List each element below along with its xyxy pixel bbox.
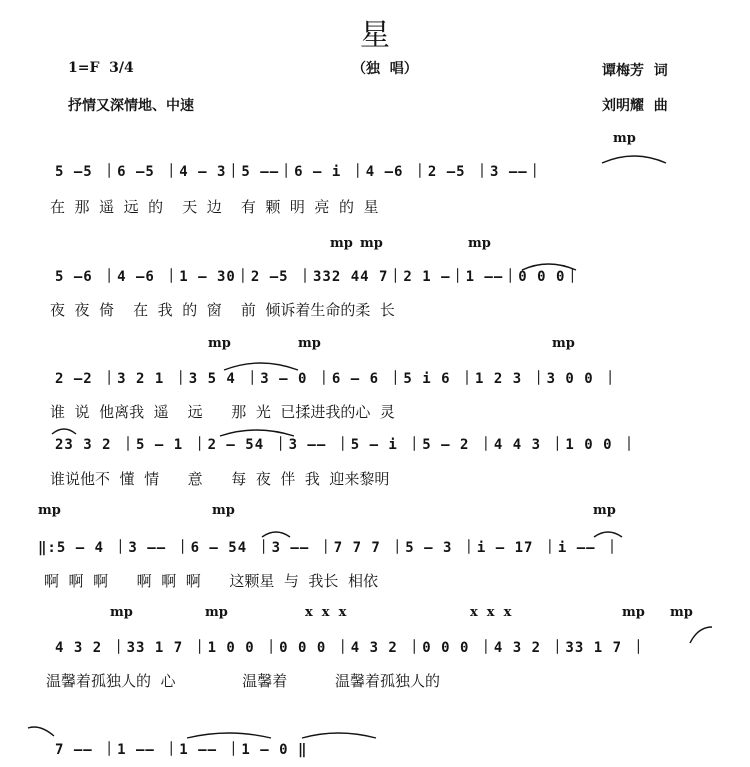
dynamic-mark: mp: [205, 605, 228, 620]
dynamic-mark: mp: [38, 503, 61, 518]
dynamic-mark: mp: [613, 131, 636, 146]
notation-line: 4 3 2 ｜33 1 7 ｜1 0 0 ｜0 0 0 ｜4 3 2 ｜0 0 0 ｜4 3 2 ｜33 1 7 ｜: [55, 640, 647, 656]
dynamic-mark: mp: [298, 336, 321, 351]
lyric-line: 温馨着孤独人的 心 温馨着 温馨着孤独人的: [46, 672, 440, 690]
song-title: 星: [360, 18, 390, 53]
expression-marking: 抒情又深情地、中速: [68, 98, 194, 114]
slur-mark: [688, 625, 718, 645]
notation-line: 5 —6 ｜4 —6 ｜1 — 30｜2 —5 ｜332 44 7｜2 1 —｜1 ——｜0 0 0｜: [55, 269, 581, 285]
lyricist-credit: 谭梅芳 词: [602, 63, 668, 79]
dynamic-mark: mp: [468, 236, 491, 251]
dynamic-mark: mp: [208, 336, 231, 351]
composer-credit: 刘明耀 曲: [602, 98, 668, 114]
notation-line: ‖:5 — 4 ｜3 —— ｜6 — 54 ｜3 —— ｜7 7 7 ｜5 — 3 ｜i — 17 ｜i —— ｜: [38, 540, 621, 556]
slur-mark: [300, 728, 380, 740]
accent-marks: x x x: [305, 605, 347, 620]
accent-marks: x x x: [470, 605, 512, 620]
dynamic-mark: mp: [670, 605, 693, 620]
lyric-line: 谁说他不 懂 情 意 每 夜 伴 我 迎来黎明: [50, 470, 390, 488]
performance-note: （独 唱）: [352, 61, 418, 77]
lyric-line: 谁 说 他离我 遥 远 那 光 已揉进我的心 灵: [50, 403, 395, 421]
notation-line: 7 —— ｜1 —— ｜1 —— ｜1 — 0 ‖: [55, 742, 308, 758]
key-time-signature: 1=F 3/4: [68, 60, 134, 76]
lyric-line: 夜 夜 倚 在 我 的 窗 前 倾诉着生命的柔 长: [50, 301, 395, 319]
dynamic-mark: mp: [110, 605, 133, 620]
dynamic-mark: mp: [212, 503, 235, 518]
dynamic-mark: mp: [552, 336, 575, 351]
dynamic-mark: mp: [360, 236, 383, 251]
dynamic-mark: mp: [330, 236, 353, 251]
dynamic-mark: mp: [622, 605, 645, 620]
dynamic-mark: mp: [593, 503, 616, 518]
notation-line: 5 —5 ｜6 —5 ｜4 — 3｜5 ——｜6 — i ｜4 —6 ｜2 —5 ｜3 ——｜: [55, 164, 543, 180]
slur-mark: [26, 724, 56, 738]
slur-mark: [600, 149, 670, 165]
notation-line: 2 —2 ｜3 2 1 ｜3 5 4 ｜3 — 0 ｜6 — 6 ｜5 i 6 ｜1 2 3 ｜3 0 0 ｜: [55, 371, 619, 387]
lyric-line: 啊 啊 啊 啊 啊 啊 这颗星 与 我长 相依: [44, 572, 378, 590]
lyric-line: 在 那 遥 远 的 天 边 有 颗 明 亮 的 星: [50, 198, 379, 216]
notation-line: 23 3 2 ｜5 — 1 ｜2 — 54 ｜3 —— ｜5 — i ｜5 — 2 ｜4 4 3 ｜1 0 0 ｜: [55, 437, 638, 453]
